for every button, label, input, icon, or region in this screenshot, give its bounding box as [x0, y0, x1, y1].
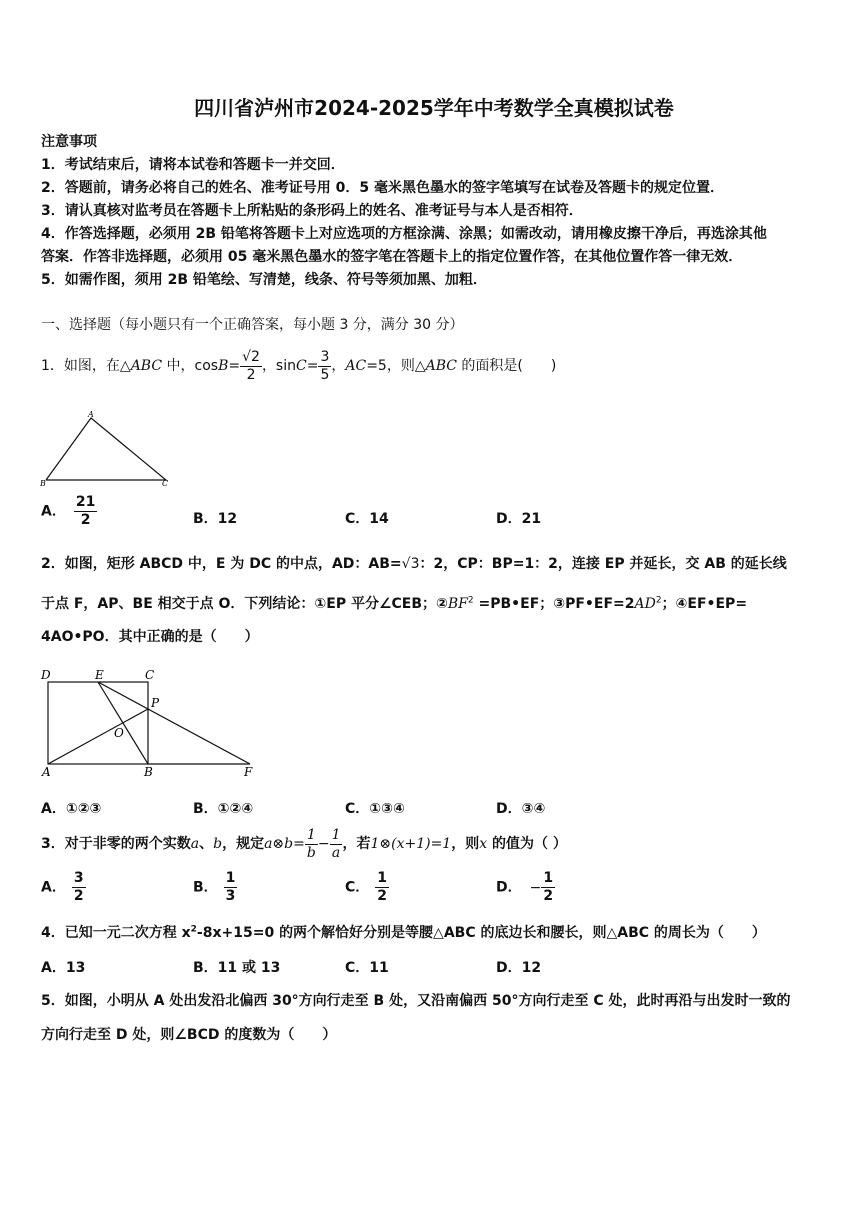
question-4: 4．已知一元二次方程 $x^2-8x+15=0$ 的两个解恰好分别是等腰△ABC 的底边长和腰长，则△ABC 的周长为（ ）	[41, 924, 766, 941]
q4-option-c[interactable]: C．11	[345, 960, 389, 976]
fraction-sin: $\frac{3}{5}$	[320, 348, 330, 383]
question-1: 1．如图，在△ABC 中，cosB= $\frac{√2}{2}$ ，sinC= $\frac{3}{5}$ ，AC=5，则△ABC 的面积是( )	[41, 348, 557, 383]
q2-option-d[interactable]: D．③④	[496, 801, 546, 817]
fraction-cos: $\frac{√2}{2}$	[242, 348, 260, 383]
q1-option-c[interactable]: C．14	[345, 511, 389, 527]
label-c: C	[145, 668, 155, 682]
note-item: 5．如需作图，须用 2B 铅笔绘、写清楚，线条、符号等须加黑、加粗．	[41, 272, 487, 288]
question-2-line-2: 于点 F，AP、BE 相交于点 O．下列结论：①EP 平分∠CEB；$②BF^2$ =PB•EF；$③PF•EF=2AD^2$；④EF•EP=	[41, 595, 748, 612]
question-5-line-1: 5．如图，小明从 A 处出发沿北偏西 30°方向行走至 B 处，又沿南偏西 50°方向行走至 C 处，此时再沿与出发时一致的	[41, 993, 791, 1009]
question-3: 3．对于非零的两个实数a、b，规定a⊗b= $\frac{1}{b}$ − $\frac{1}{a}$ ，若1⊗(x+1)=1，则x 的值为（ ）	[41, 826, 567, 861]
notes-heading: 注意事项	[41, 134, 97, 150]
label-a: A	[42, 765, 51, 779]
note-item: 4．作答选择题，必须用 2B 铅笔将答题卡上对应选项的方框涂满、涂黑；如需改动，请用橡皮擦干净后，再选涂其他	[41, 226, 767, 242]
label-o: O	[114, 726, 124, 740]
label-e: E	[95, 668, 104, 682]
q2-option-a[interactable]: A．①②③	[41, 801, 102, 817]
q2-option-b[interactable]: B．①②④	[193, 801, 254, 817]
q4-option-a[interactable]: A．13	[41, 960, 86, 976]
question-5-line-2: 方向行走至 D 处，则∠BCD 的度数为（ ）	[41, 1027, 337, 1043]
question-2-line-1: 2．如图，矩形 ABCD 中，E 为 DC 的中点，AD：AB=√3：2，CP：BP=1：2，连接 EP 并延长，交 AB 的延长线	[41, 556, 787, 572]
label-b: B	[144, 765, 153, 779]
section-heading: 一、选择题（每小题只有一个正确答案，每小题 3 分，满分 30 分）	[41, 317, 464, 333]
note-item: 3．请认真核对监考员在答题卡上所粘贴的条形码上的姓名、准考证号与本人是否相符．	[41, 203, 583, 219]
q3-option-d[interactable]: D． − $\frac{1}{2}$	[496, 870, 554, 904]
triangle-figure	[38, 408, 173, 488]
q4-option-b[interactable]: B．11 或 13	[193, 960, 281, 976]
q4-option-d[interactable]: D．12	[496, 960, 542, 976]
label-p: P	[151, 696, 160, 710]
page-title: 四川省泸州市2024-2025学年中考数学全真模拟试卷	[194, 96, 674, 120]
label-d: D	[41, 668, 51, 682]
rectangle-figure	[38, 664, 268, 780]
note-item: 1．考试结束后，请将本试卷和答题卡一并交回．	[41, 157, 345, 173]
q2-option-c[interactable]: C．①③④	[345, 801, 405, 817]
note-item: 2．答题前，请务必将自己的姓名、准考证号用 0．5 毫米黑色墨水的签字笔填写在试卷及答题卡的规定位置．	[41, 180, 724, 196]
question-2-line-3: 4AO•PO．其中正确的是（ ）	[41, 629, 259, 645]
note-item: 答案．作答非选择题，必须用 05 毫米黑色墨水的签字笔在答题卡上的指定位置作答，在其他位置作答一律无效．	[41, 249, 743, 265]
label-a: A	[88, 410, 94, 419]
q1-option-b[interactable]: B．12	[193, 511, 238, 527]
label-b: B	[40, 479, 46, 488]
q1-option-d[interactable]: D．21	[496, 511, 542, 527]
label-f: F	[244, 765, 253, 779]
q1-option-a[interactable]: A． $\frac{21}{2}$	[41, 494, 96, 528]
q3-option-b[interactable]: B． $\frac{1}{3}$	[193, 870, 236, 904]
q3-option-c[interactable]: C． $\frac{1}{2}$	[345, 870, 388, 904]
label-c: C	[162, 479, 169, 488]
q3-option-a[interactable]: A． $\frac{3}{2}$	[41, 870, 84, 904]
